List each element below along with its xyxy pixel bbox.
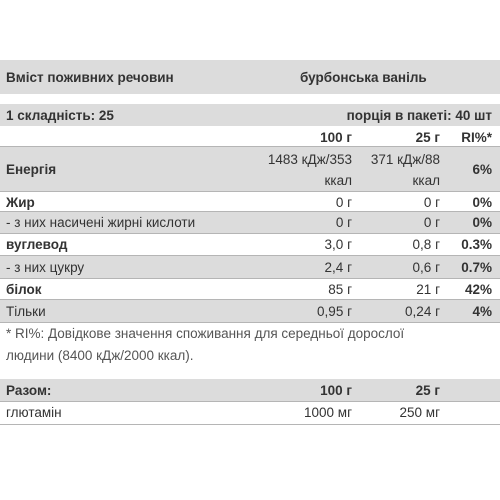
energy-25-line2: ккал <box>412 173 440 188</box>
table-title: Вміст поживних речовин <box>6 70 174 85</box>
energy-25-line1: 371 кДж/88 <box>370 152 440 167</box>
column-header-25g: 25 г <box>415 130 440 145</box>
total-column-25g: 25 г <box>415 383 440 398</box>
carbohydrate-100: 3,0 г <box>324 237 352 252</box>
row-label-carbohydrate: вуглевод <box>6 237 68 252</box>
carbohydrate-ri: 0.3% <box>461 237 492 252</box>
divider <box>0 401 500 402</box>
row-label-saturated: - з них насичені жирні кислоти <box>6 215 196 230</box>
energy-100-line1: 1483 кДж/353 <box>267 152 352 167</box>
column-header-100g: 100 г <box>320 130 352 145</box>
salt-ri: 4% <box>472 304 492 319</box>
divider <box>0 233 500 234</box>
sugar-25: 0,6 г <box>412 260 440 275</box>
protein-100: 85 г <box>328 282 352 297</box>
footnote-line-2: людини (8400 кДж/2000 ккал). <box>6 348 194 363</box>
fat-25: 0 г <box>423 195 440 210</box>
divider <box>0 191 500 192</box>
salt-100: 0,95 г <box>317 304 352 319</box>
row-label-glutamine: глютамін <box>6 405 62 420</box>
saturated-25: 0 г <box>423 215 440 230</box>
fat-ri: 0% <box>472 195 492 210</box>
glutamine-25: 250 мг <box>399 405 440 420</box>
row-label-sugar: - з них цукру <box>6 260 85 275</box>
energy-100-line2: ккал <box>324 173 352 188</box>
saturated-ri: 0% <box>472 215 492 230</box>
divider <box>0 322 500 323</box>
sugar-100: 2,4 г <box>324 260 352 275</box>
salt-25: 0,24 г <box>405 304 440 319</box>
flavor-label: бурбонська ваніль <box>300 70 427 85</box>
divider <box>0 278 500 279</box>
footnote-line-1: * RI%: Довідкове значення споживання для середньої дорослої <box>6 326 405 341</box>
row-label-energy: Енергія <box>6 162 57 177</box>
fat-100: 0 г <box>335 195 352 210</box>
carbohydrate-25: 0,8 г <box>412 237 440 252</box>
total-column-100g: 100 г <box>320 383 352 398</box>
glutamine-100: 1000 мг <box>304 405 352 420</box>
column-header-ri: RI%* <box>461 130 492 145</box>
protein-25: 21 г <box>416 282 440 297</box>
saturated-100: 0 г <box>335 215 352 230</box>
row-label-salt: Тільки <box>6 304 46 319</box>
total-label: Разом: <box>6 383 52 398</box>
row-label-protein: білок <box>6 282 42 297</box>
sugar-ri: 0.7% <box>461 260 492 275</box>
complexity-label: 1 складність: 25 <box>6 108 114 123</box>
per-pack-label: порція в пакеті: 40 шт <box>346 108 492 123</box>
row-label-fat: Жир <box>6 195 35 210</box>
divider <box>0 424 500 425</box>
protein-ri: 42% <box>464 282 492 297</box>
energy-ri: 6% <box>472 162 492 177</box>
